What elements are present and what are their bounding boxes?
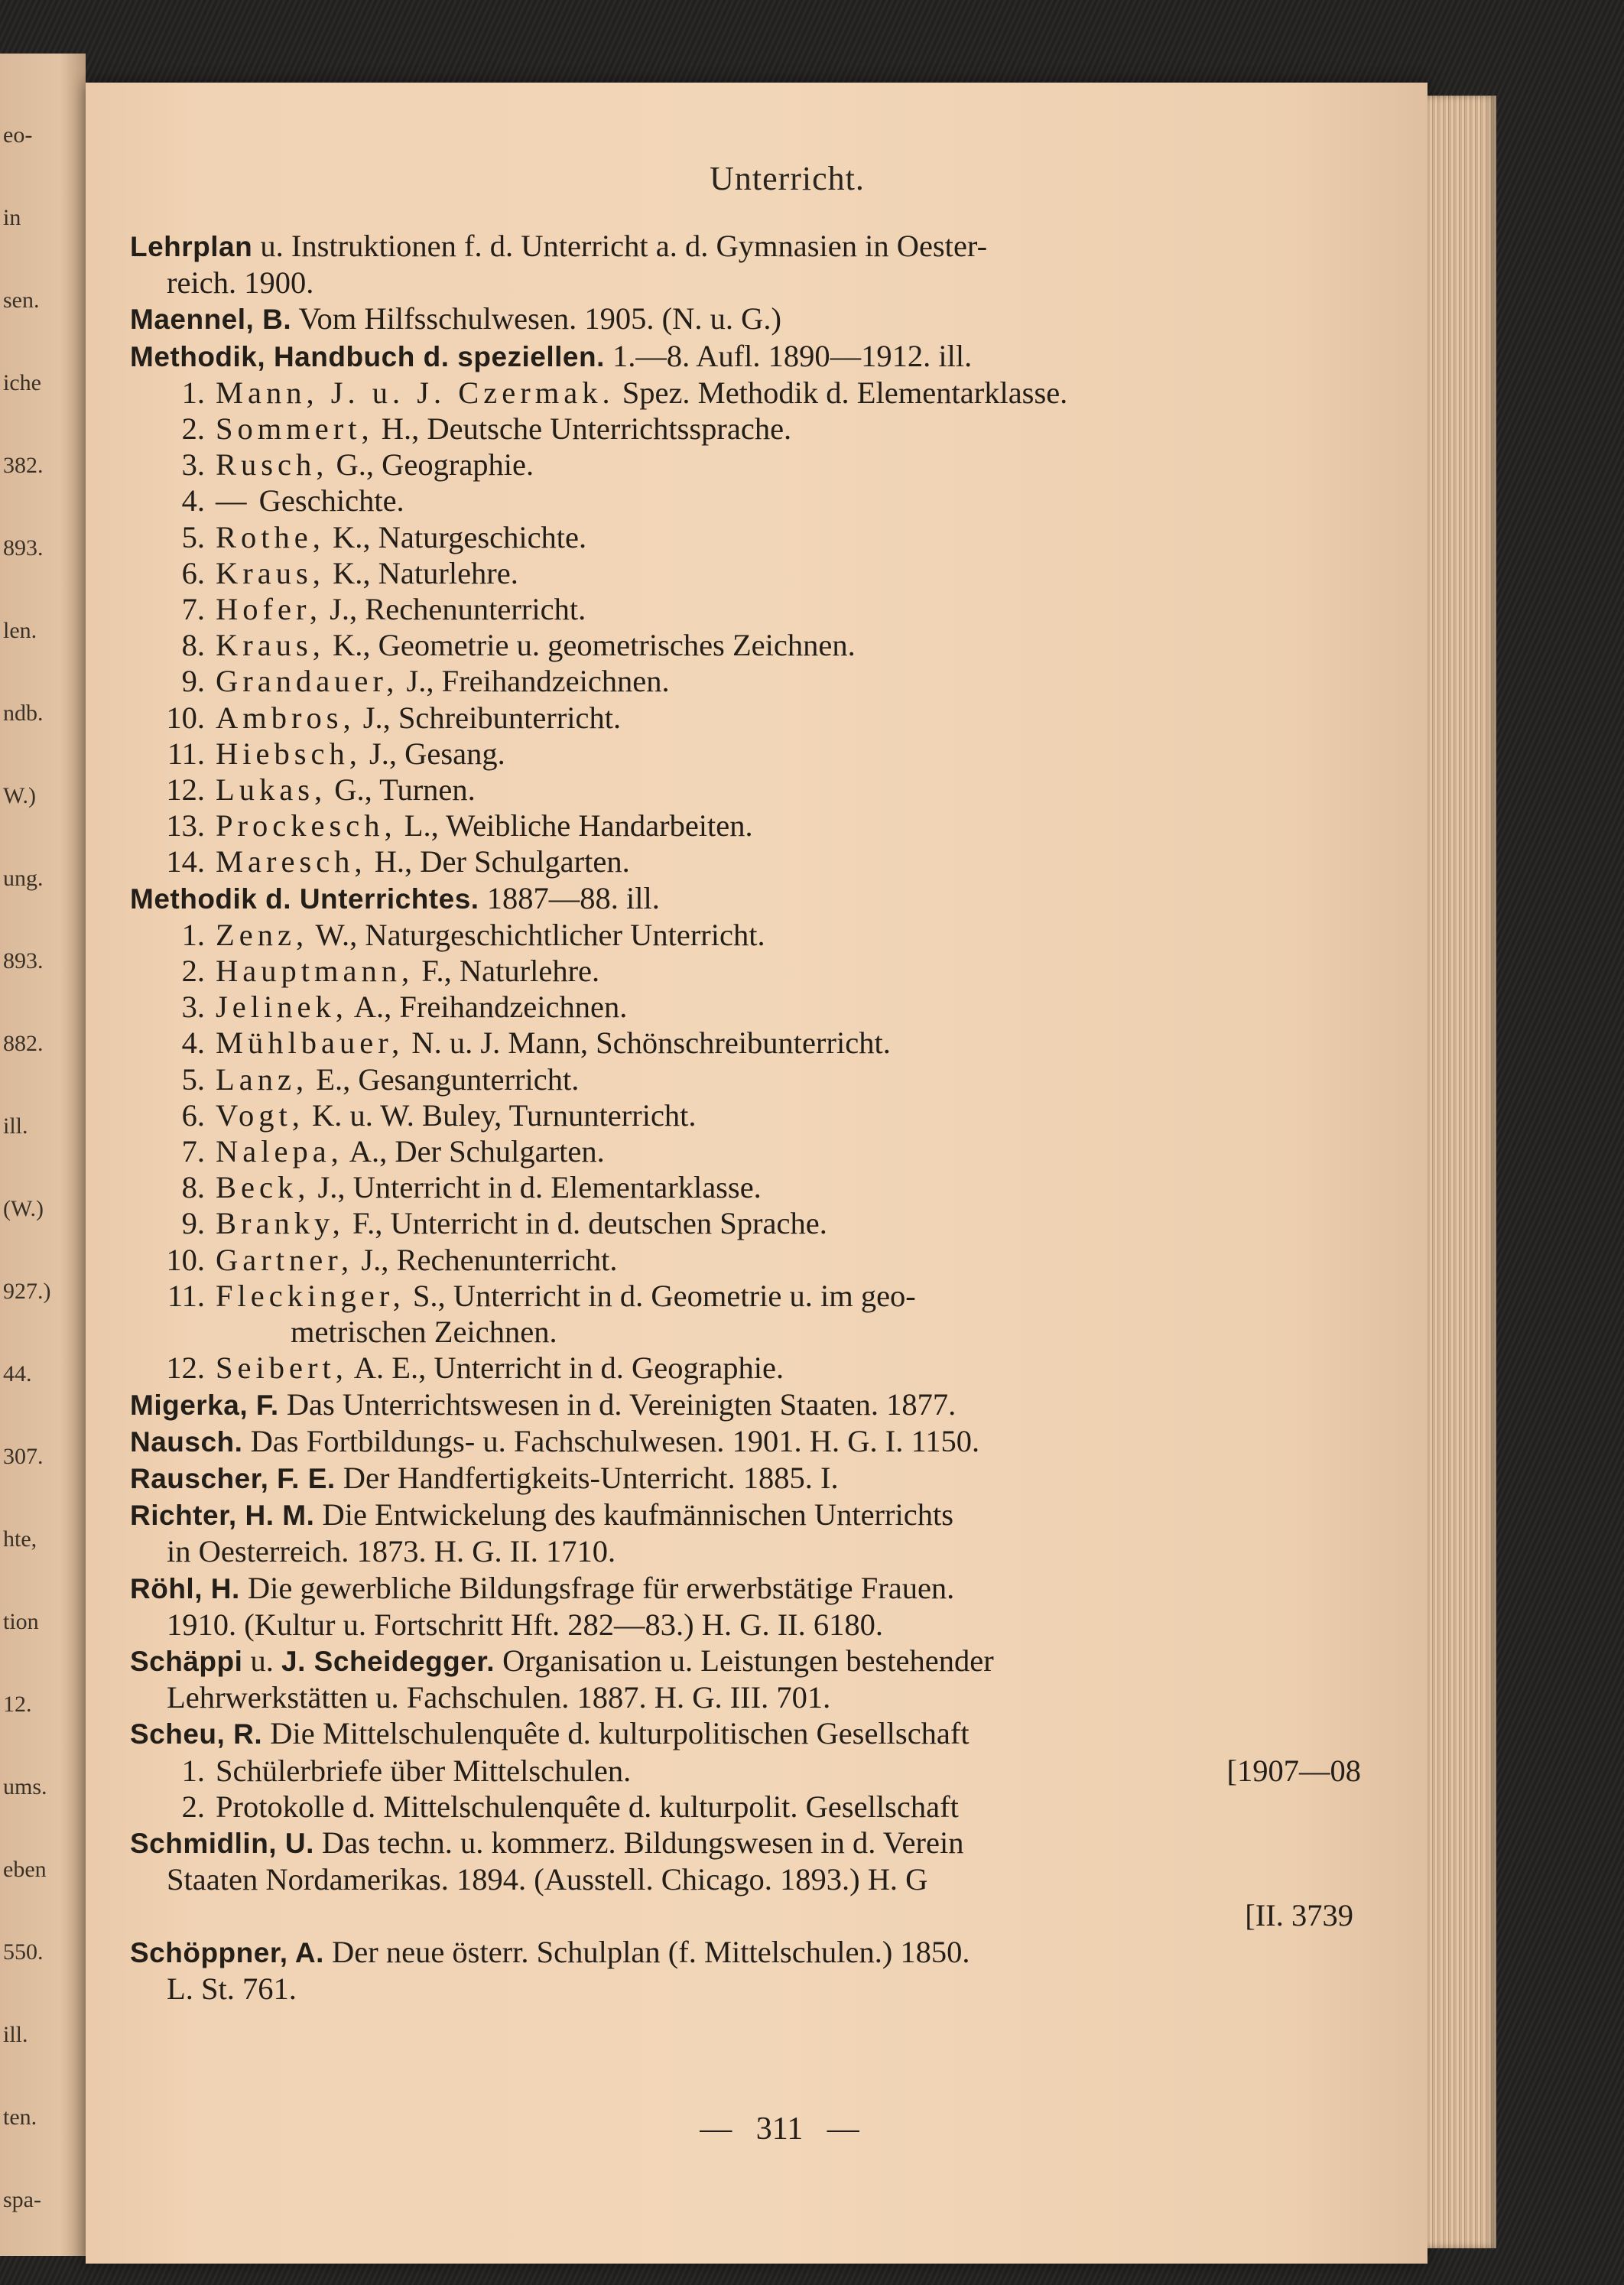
left-page-fragment: len. bbox=[3, 618, 37, 643]
sub-item-name: Grandauer, bbox=[216, 664, 399, 699]
book-page bbox=[86, 83, 1427, 2264]
bibliography-entry bbox=[130, 1460, 1361, 1497]
sub-item bbox=[130, 1789, 1361, 1825]
sub-item-rest: H., Der Schulgarten. bbox=[366, 844, 630, 879]
left-page-fragment: eben bbox=[3, 1857, 47, 1882]
entry-author: Scheu, R. bbox=[130, 1718, 263, 1750]
left-page-fragment: 382. bbox=[3, 453, 44, 478]
sub-item-name: Beck, bbox=[216, 1170, 310, 1205]
sub-item-right: [1907—08 bbox=[1226, 1753, 1361, 1788]
bibliography-entry bbox=[130, 338, 1361, 375]
page-edges bbox=[1427, 96, 1496, 2248]
sub-item-name: Gartner, bbox=[216, 1242, 354, 1277]
sub-item-rest: N. u. J. Mann, Schönschreibunterricht. bbox=[404, 1025, 891, 1061]
sub-item-rest: S., Unterricht in d. Geometrie u. im geo- bbox=[404, 1278, 916, 1313]
bibliography-entry bbox=[130, 1570, 1361, 1643]
left-page-fragment: (W.) bbox=[3, 1196, 44, 1221]
sub-item-text bbox=[216, 736, 1361, 772]
sub-item-name: Ambros, bbox=[216, 700, 356, 735]
sub-item-text bbox=[216, 1789, 1361, 1825]
sub-item-number: 7. bbox=[181, 1134, 205, 1169]
sub-item-rest: A. E., Unterricht in d. Geographie. bbox=[347, 1351, 784, 1386]
left-page-fragment: ill. bbox=[3, 2022, 28, 2047]
left-page-fragment: hte, bbox=[3, 1526, 37, 1552]
sub-item-number: 1. bbox=[181, 917, 205, 952]
sub-item-rest: Schülerbriefe über Mittelschulen. bbox=[216, 1753, 632, 1788]
sub-item-number: 12. bbox=[166, 772, 205, 808]
left-page-fragment: iche bbox=[3, 370, 41, 395]
bibliography-entry bbox=[130, 1715, 1361, 1752]
sub-item-rest: J., Unterricht in d. Elementarklasse. bbox=[310, 1170, 762, 1205]
sub-item bbox=[130, 1097, 1361, 1133]
sub-item-text bbox=[216, 1278, 1361, 1314]
sub-item-number: 11. bbox=[167, 736, 205, 771]
sub-item bbox=[130, 591, 1361, 627]
entry-continuation: Lehrwerkstätten u. Fachschulen. 1887. H. G. III. 701. bbox=[167, 1680, 831, 1715]
entry-author: Schmidlin, U. bbox=[130, 1827, 314, 1859]
sub-item-number: 12. bbox=[166, 1351, 205, 1386]
sub-item bbox=[130, 989, 1361, 1025]
left-page-edge bbox=[0, 54, 86, 2256]
sub-item-name: Maresch, bbox=[216, 844, 367, 879]
sub-item-number: 9. bbox=[181, 1206, 205, 1241]
sub-item-rest: A., Der Schulgarten. bbox=[343, 1134, 605, 1169]
sub-item-text bbox=[216, 1097, 1361, 1133]
entry-author: Richter, H. M. bbox=[130, 1500, 315, 1532]
sub-item-name: Hofer, bbox=[216, 592, 322, 627]
sub-item-number: 11. bbox=[167, 1278, 205, 1313]
left-page-fragment: 307. bbox=[3, 1444, 44, 1469]
sub-item-name: Zenz, bbox=[216, 917, 309, 952]
sub-item-rest: K., Naturgeschichte. bbox=[324, 519, 587, 554]
sub-item-rest: W., Naturgeschichtlicher Unterricht. bbox=[308, 917, 765, 952]
sub-item-name: Sommert, bbox=[216, 411, 374, 447]
sub-item-continuation: metrischen Zeichnen. bbox=[291, 1315, 557, 1350]
sub-item-text bbox=[216, 1169, 1361, 1205]
sub-item-text bbox=[216, 411, 1361, 447]
sub-item-name: Mühlbauer, bbox=[216, 1025, 404, 1061]
entry-text: Das Fortbildungs- u. Fachschulwesen. 1901. H. G. I. 1150. bbox=[242, 1423, 980, 1458]
page-number-value: 311 bbox=[755, 2111, 804, 2147]
sub-item-name: Nalepa, bbox=[216, 1134, 343, 1169]
sub-item-name: Lukas, bbox=[216, 772, 327, 808]
entry-author: Methodik, Handbuch d. speziellen. bbox=[130, 340, 605, 372]
sub-item bbox=[130, 555, 1361, 591]
sub-item-number: 1. bbox=[181, 1753, 205, 1788]
entry-text: Der Handfertigkeits-Unterricht. 1885. I. bbox=[335, 1460, 839, 1495]
sub-item bbox=[130, 953, 1361, 989]
sub-item bbox=[130, 917, 1361, 953]
bibliography-entry bbox=[130, 1643, 1361, 1715]
sub-item-number: 8. bbox=[181, 1170, 205, 1205]
sub-item-name: Jelinek, bbox=[216, 990, 348, 1025]
sub-item-text bbox=[216, 989, 1361, 1025]
left-page-fragment: spa- bbox=[3, 2187, 41, 2212]
sub-item-number: 3. bbox=[181, 990, 205, 1025]
entry-text: Organisation u. Leistungen bestehender bbox=[495, 1643, 994, 1678]
sub-item-text bbox=[216, 1061, 1361, 1097]
entry-author: Maennel, B. bbox=[130, 304, 292, 336]
entry-text: 1.—8. Aufl. 1890—1912. ill. bbox=[604, 338, 973, 373]
sub-item-number: 4. bbox=[181, 1025, 205, 1061]
entry-text: Die gewerbliche Bildungsfrage für erwerbstätige Frauen. bbox=[239, 1570, 955, 1605]
entry-text: Der neue österr. Schulplan (f. Mittelschulen.) 1850. bbox=[323, 1934, 970, 1969]
sub-item-rest: H., Deutsche Unterrichtssprache. bbox=[373, 411, 792, 447]
sub-item-number: 5. bbox=[181, 519, 205, 554]
left-page-fragment: 550. bbox=[3, 1939, 44, 1965]
entry-continuation: 1910. (Kultur u. Fortschritt Hft. 282—83.) H. G. II. 6180. bbox=[167, 1607, 884, 1642]
left-page-fragment: ung. bbox=[3, 866, 44, 891]
entry-text: Vom Hilfsschulwesen. 1905. (N. u. G.) bbox=[291, 301, 781, 336]
entry-continuation: Staaten Nordamerikas. 1894. (Ausstell. Chicago. 1893.) H. G bbox=[167, 1862, 928, 1897]
sub-item-number: 6. bbox=[181, 1097, 205, 1133]
sub-item-rest: L., Weibliche Handarbeiten. bbox=[396, 808, 753, 843]
sub-item bbox=[130, 700, 1361, 736]
sub-item-text bbox=[216, 953, 1361, 989]
sub-item-rest: Spez. Methodik d. Elementarklasse. bbox=[614, 375, 1068, 410]
page-number: — 311 — bbox=[700, 2111, 859, 2147]
sub-item-name: Rothe, bbox=[216, 519, 325, 554]
sub-item bbox=[130, 1278, 1361, 1314]
bibliography-entry bbox=[130, 1497, 1361, 1569]
sub-item-number: 5. bbox=[181, 1061, 205, 1097]
sub-item-number: 3. bbox=[181, 447, 205, 483]
sub-item-rest: J., Rechenunterricht. bbox=[321, 592, 586, 627]
sub-item bbox=[130, 1350, 1361, 1386]
bibliography-entry bbox=[130, 228, 1361, 301]
sub-item bbox=[130, 663, 1361, 699]
sub-item bbox=[130, 519, 1361, 555]
sub-item-name: Mann, J. u. J. Czermak. bbox=[216, 375, 615, 410]
left-page-fragment: 44. bbox=[3, 1361, 32, 1386]
left-page-fragment: ill. bbox=[3, 1113, 28, 1139]
sub-item-rest: K., Geometrie u. geometrisches Zeichnen. bbox=[324, 628, 856, 663]
entry-text: Die Entwickelung des kaufmännischen Unterrichts bbox=[314, 1497, 954, 1533]
sub-item-name: Kraus, bbox=[216, 555, 325, 590]
sub-item-rest: K. u. W. Buley, Turnunterricht. bbox=[304, 1097, 697, 1133]
sub-item-rest: J., Freihandzeichnen. bbox=[398, 664, 670, 699]
sub-item-text bbox=[216, 917, 1361, 953]
sub-item-rest: G., Geographie. bbox=[328, 447, 534, 483]
sub-item-rest: F., Naturlehre. bbox=[414, 954, 600, 989]
sub-item bbox=[130, 1061, 1361, 1097]
bibliography-entry bbox=[130, 301, 1361, 337]
sub-item-text bbox=[216, 483, 1361, 518]
sub-item-text bbox=[216, 1242, 1361, 1278]
sub-item bbox=[130, 736, 1361, 772]
sub-item-number: 2. bbox=[181, 1789, 205, 1824]
entry-author: Rauscher, F. E. bbox=[130, 1462, 336, 1494]
sub-item-name: Kraus, bbox=[216, 628, 325, 663]
left-page-fragment: 893. bbox=[3, 948, 44, 973]
entry-text: Das Unterrichtswesen in d. Vereinigten Staaten. 1877. bbox=[278, 1386, 957, 1422]
entry-author: Migerka, F. bbox=[130, 1389, 279, 1421]
entry-author: Methodik d. Unterrichtes. bbox=[130, 882, 479, 915]
sub-item-text bbox=[216, 591, 1361, 627]
sub-item-text bbox=[216, 519, 1361, 555]
entry-text: Das techn. u. kommerz. Bildungswesen in d. Verein bbox=[313, 1825, 964, 1860]
entry-author: Schäppi bbox=[130, 1645, 243, 1677]
sub-item-text bbox=[216, 447, 1361, 483]
bibliography-entry bbox=[130, 880, 1361, 917]
sub-item-text bbox=[216, 1753, 1361, 1789]
bibliography-entry bbox=[130, 1934, 1361, 2007]
sub-item bbox=[130, 772, 1361, 808]
sub-item bbox=[130, 627, 1361, 663]
sub-item-name: Branky, bbox=[216, 1206, 345, 1241]
sub-item-name: Lanz, bbox=[216, 1061, 309, 1097]
sub-item bbox=[130, 808, 1361, 843]
sub-item-number: 10. bbox=[166, 700, 205, 735]
sub-item-text bbox=[216, 375, 1361, 411]
sub-item bbox=[130, 375, 1361, 411]
sub-item-text bbox=[216, 663, 1361, 699]
sub-item-number: 7. bbox=[181, 592, 205, 627]
sub-item-text bbox=[216, 1205, 1361, 1241]
sub-item bbox=[130, 1025, 1361, 1061]
sub-item-rest: J., Schreibunterricht. bbox=[355, 700, 622, 735]
entry-author: Röhl, H. bbox=[130, 1572, 240, 1604]
sub-item-rest: Protokolle d. Mittelschulenquête d. kulturpolit. Gesellschaft bbox=[216, 1789, 959, 1824]
sub-item-text bbox=[216, 843, 1361, 879]
entry-continuation: in Oesterreich. 1873. H. G. II. 1710. bbox=[167, 1534, 616, 1569]
bibliography-list bbox=[130, 228, 1361, 2007]
left-page-fragment: in bbox=[3, 205, 21, 230]
entry-connector: u. bbox=[242, 1643, 282, 1678]
sub-item-text bbox=[216, 700, 1361, 736]
sub-item-text bbox=[216, 1133, 1361, 1169]
sub-item-rest: A., Freihandzeichnen. bbox=[347, 990, 628, 1025]
sub-item-number: 6. bbox=[181, 555, 205, 590]
sub-item-number: 2. bbox=[181, 411, 205, 447]
sub-item-name: Hauptmann, bbox=[216, 954, 414, 989]
sub-item-text bbox=[216, 1350, 1361, 1386]
sub-item-name: Rusch, bbox=[216, 447, 329, 483]
sub-item-number: 1. bbox=[181, 375, 205, 410]
left-page-fragment: 12. bbox=[3, 1692, 32, 1717]
sub-item bbox=[130, 411, 1361, 447]
left-page-fragment: ten. bbox=[3, 2105, 37, 2130]
bibliography-entry bbox=[130, 1825, 1361, 1897]
entry-text: Die Mittelschulenquête d. kulturpolitischen Gesellschaft bbox=[262, 1716, 970, 1751]
sub-item bbox=[130, 843, 1361, 879]
sub-item-text bbox=[216, 627, 1361, 663]
sub-item-name: Prockesch, bbox=[216, 808, 397, 843]
sub-item bbox=[130, 447, 1361, 483]
sub-item-text bbox=[216, 555, 1361, 591]
sub-item-name: — bbox=[216, 483, 252, 518]
sub-item-rest: G., Turnen. bbox=[326, 772, 476, 808]
entry-author: Schöppner, A. bbox=[130, 1936, 324, 1968]
sub-item-name: Hiebsch, bbox=[216, 736, 362, 771]
sub-item bbox=[130, 1242, 1361, 1278]
sub-item-rest: K., Naturlehre. bbox=[324, 555, 518, 590]
sub-item-number: 8. bbox=[181, 628, 205, 663]
sub-item-name: Seibert, bbox=[216, 1351, 348, 1386]
sub-item-name: Vogt, bbox=[216, 1097, 304, 1133]
sub-item-number: 2. bbox=[181, 954, 205, 989]
sub-item-rest: J., Gesang. bbox=[361, 736, 505, 771]
sub-item-number: 9. bbox=[181, 664, 205, 699]
entry-text: 1887—88. ill. bbox=[479, 880, 660, 915]
sub-item-number: 10. bbox=[166, 1242, 205, 1277]
entry-author: Nausch. bbox=[130, 1425, 243, 1458]
left-page-fragment: eo- bbox=[3, 122, 33, 148]
running-head: Unterricht. bbox=[710, 160, 865, 197]
sub-item bbox=[130, 1169, 1361, 1205]
entry-author: Lehrplan bbox=[130, 231, 253, 262]
entry-text: u. Instruktionen f. d. Unterricht a. d. Gymnasien in Oester- bbox=[252, 229, 988, 263]
entry-continuation: reich. 1900. bbox=[167, 265, 314, 301]
sub-item-text bbox=[216, 772, 1361, 808]
left-page-fragment: ums. bbox=[3, 1774, 47, 1799]
sub-item bbox=[130, 483, 1361, 518]
sub-item-rest: E., Gesangunterricht. bbox=[308, 1061, 580, 1097]
left-page-fragment: 882. bbox=[3, 1031, 44, 1056]
sub-item bbox=[130, 1753, 1361, 1789]
entry-author: J. Scheidegger. bbox=[281, 1645, 495, 1677]
sub-item-text bbox=[216, 1025, 1361, 1061]
sub-item-rest: Geschichte. bbox=[251, 483, 404, 518]
sub-item-text bbox=[216, 808, 1361, 843]
left-page-fragment: sen. bbox=[3, 288, 40, 313]
left-page-fragment: tion bbox=[3, 1609, 39, 1634]
bibliography-entry bbox=[130, 1423, 1361, 1460]
entry-continuation: L. St. 761. bbox=[167, 1971, 297, 2006]
sub-item bbox=[130, 1133, 1361, 1169]
left-page-fragment: W.) bbox=[3, 783, 37, 808]
entry-continuation-right: [II. 3739 bbox=[1245, 1898, 1353, 1933]
sub-item-rest: J., Rechenunterricht. bbox=[353, 1242, 618, 1277]
sub-item-number: 4. bbox=[181, 483, 205, 518]
left-page-fragment: ndb. bbox=[3, 700, 44, 726]
sub-item-number: 13. bbox=[166, 808, 205, 843]
left-page-fragment: 893. bbox=[3, 535, 44, 561]
sub-item bbox=[130, 1205, 1361, 1241]
sub-item-number: 14. bbox=[166, 844, 205, 879]
bibliography-entry bbox=[130, 1386, 1361, 1423]
sub-item-name: Fleckinger, bbox=[216, 1278, 405, 1313]
sub-item-rest: F., Unterricht in d. deutschen Sprache. bbox=[344, 1206, 827, 1241]
left-page-fragment: 927.) bbox=[3, 1279, 51, 1304]
